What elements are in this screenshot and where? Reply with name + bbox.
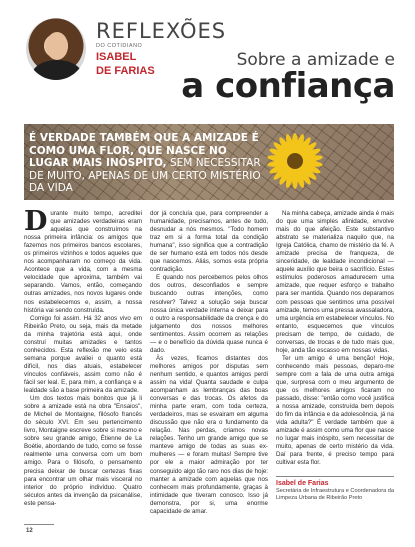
page-number-rule	[24, 524, 54, 525]
paragraph: E quando nos percebemos pelos olhos dos outros, desconfiados e sempre buscando outras intenções, como resolver? Talvez a solução seja buscar nossa única verdade interna e deixar para o outro a responsabilidade da crença e do julgamento dos nossos melhores sentimentos. Assim ocorrem as relações — e o benefício da dúvida quase nunca é dado.	[150, 274, 268, 354]
signature-role: Secretária de Infraestrutura e Coordenadora da Limpeza Urbana de Ribeirão Preto	[276, 487, 394, 501]
paragraph: Durante muito tempo, acreditei que amizades verdadeiras eram aquelas que construímos na nossa primeira infância: os amigos que fazemos nos primeiros bancos escolares, os primeiros vizinhos e todos aqueles que nos acompanharam no começo da vida. Acontece que a vida, com a mesma velocidade que aproxima, também vai separando. Vamos, então, começando outras amizades, nos novos lugares onde nos estabelecemos e, assim, a nossa história vai sendo construída.	[24, 206, 142, 314]
author-name-line2: DE FARIAS	[96, 65, 155, 77]
hero-quote-light: SEM NECESSITAR DE MUITO, APENAS DE UM CERTO MISTÉRIO DA VIDA	[29, 157, 261, 194]
paragraph: Um dos textos mais bonitos que já li sobre a amizade está na obra "Ensaios", de Michel de Montaigne, filósofo francês do século XVI. Em seu pertencimento livro, Montaigne escreve sobre si mesmo e sobre seu grande amigo, Étienne de La Boétie, abordando de tudo, como se fosse realmente uma conversa com um bom amigo. Para o filósofo, o pensamento precisa deixar de buscar certezas fixas para encontrar um olhar mais visceral no interior do próprio indivíduo. Quatro séculos antes da invenção da psicanálise, este pensa-	[24, 395, 142, 507]
paragraph: Ter um amigo é uma benção! Hoje, conhecendo mais pessoas, deparo-me sempre com a fala de uma outra amiga que, surpresa com o meu argumento de que os melhores amigos ficaram no passado, disse: "então como você justifica a nossa amizade, construída bem depois do fim da infância e da adolescência, já na vida adulta?" É verdade também que a amizade é assim como uma flor que nasce no lugar mais inóspito, sem necessitar de muito, apenas de certo mistério da vida. Daí para frente, é preciso tempo para cultivar esta flor.	[276, 354, 394, 467]
page-number: 12	[26, 528, 33, 534]
article-body	[24, 206, 394, 528]
hero-quote-bold: É VERDADE TAMBÉM QUE A AMIZADE É COMO UMA FLOR, QUE NASCE NO LUGAR MAIS INÓSPITO,	[29, 132, 259, 169]
signature-name: Isabel de Farias	[276, 479, 329, 487]
signature-divider	[276, 476, 394, 477]
author-name-line1: ISABEL	[96, 51, 137, 63]
section-subtitle: DO COTIDIANO	[96, 43, 143, 49]
flower-image	[264, 130, 326, 192]
flower-center	[287, 153, 303, 169]
paragraph: dor já concluía que, para compreender a humanidade, precisamos, antes de tudo, desnudar a nós mesmos. "Todo homem traz em si a forma total da condição humana", isso significa que a contradição de ser humano está em todos nós desde que nascemos. Aliás, somos esta própria contradição.	[150, 210, 268, 274]
paragraph: Comigo foi assim. Há 32 anos vivo em Ribeirão Preto, ou seja, mais da metade da minha trajetória está aqui, onde construí muitas amizades e tantos conhecidos. Esta reflexão me veio esta semana porque avaliei o quanto está difícil, nos dias atuais, estabelecer vínculos confiáveis, assim como não é fácil ser leal. E, para mim, a confiança e a lealdade são a base primeira da amizade.	[24, 314, 142, 395]
paragraph: Na minha cabeça, amizade ainda é mais do que uma simples afinidade, envolve mais do que afeição. Este substantivo abstrato se materializa naquilo que, na Igreja Católica, chamo de mistério da fé. A amizade precisa de franqueza, de sinceridade, de lealdade incondicional — aquele auxílio que beira o sacrifício. Estes estímulos poderosos amadurecem uma amizade, que requer esforço e trabalho para ser mantida. Quando nos deparamos com pessoas que sentimos uma possível amizade, temos uma pressa avassaladora, uma urgência em estabelecer vínculos. No entanto, esquecemos que vínculos precisam de tempo, de cuidado, de conversas, de trocas e de tudo mais que, hoje, anda tão escasso em nossas vidas.	[276, 210, 394, 354]
hero-quote	[29, 132, 265, 195]
column-1	[24, 206, 142, 528]
hero-banner	[24, 124, 394, 200]
section-title: REFLEXÕES	[96, 19, 227, 43]
article-title-line2: a confiança	[181, 66, 395, 106]
paragraph: Às vezes, ficamos distantes dos melhores amigos por disputas sem nenhum sentido, e quantos amigos perdi assim na vida! Quanta saudade e culpa acompanham as lembranças das boas conversas e das trocas. Os afetos da minha parte eram, com toda certeza, verdadeiros, mas se esvairam em alguma discussão que não era o fundamento da relação. Nas perdas, criamos novas relações. Tenho um grande amigo que se manteve amigo de todas as suas ex-mulheres — e foram muitas! Sempre tive por ele a maior admiração por ter conseguido algo tão raro nos dias de hoje: manter a amizade com aquelas que nos conhecem mais profundamente, graças à intimidade que tiveram conosco. Isso já demonstra, por si, uma enorme capacidade de amar.	[150, 354, 268, 515]
column-3	[276, 210, 394, 528]
article-title-line1: Sobre a amizade e	[236, 50, 395, 70]
drop-cap: D	[24, 206, 48, 237]
author-photo	[26, 18, 86, 80]
column-2	[150, 210, 268, 528]
